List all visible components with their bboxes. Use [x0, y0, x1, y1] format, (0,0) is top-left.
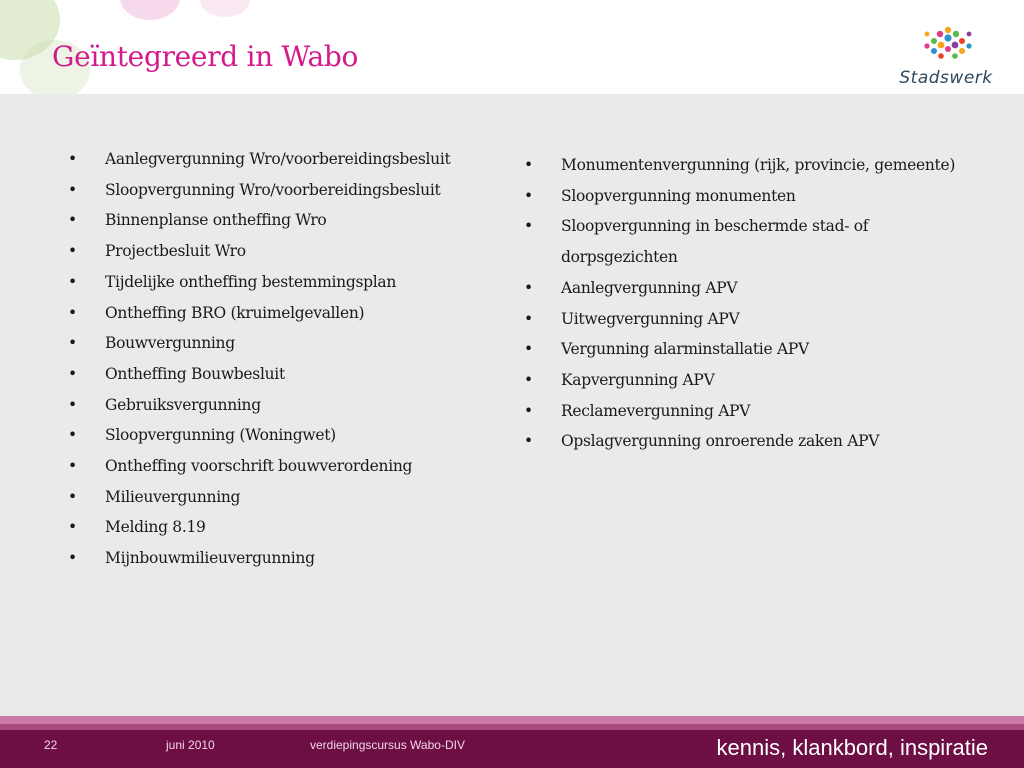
- right-permit-list: [524, 150, 984, 457]
- list-item: [524, 396, 984, 427]
- slide-header: [0, 0, 1024, 94]
- slide-footer: [0, 730, 1024, 768]
- list-item-text: Aanlegvergunning Wro/voorbereidingsbesluit: [105, 150, 451, 168]
- bullet: •: [524, 432, 533, 451]
- list-item: [524, 304, 984, 335]
- footer-date: juni 2010: [166, 738, 215, 752]
- bullet: •: [68, 549, 77, 568]
- list-item: [524, 334, 984, 365]
- bullet: •: [68, 395, 77, 414]
- list-item-text: Binnenplanse ontheffing Wro: [105, 211, 327, 230]
- bullet: •: [68, 487, 77, 506]
- list-item: [524, 181, 984, 212]
- list-item: [68, 267, 488, 298]
- bullet: •: [524, 401, 533, 420]
- page-number: 22: [44, 738, 58, 752]
- list-item: [68, 236, 488, 267]
- flower-logo-icon: [896, 20, 996, 70]
- logo-wordmark: Stadswerk: [899, 68, 993, 88]
- footer-course-name: verdiepingscursus Wabo-DIV: [310, 738, 465, 752]
- list-item: [68, 451, 488, 482]
- list-item-text: Sloopvergunning Wro/voorbereidingsbesluit: [105, 180, 441, 199]
- list-item: [524, 365, 984, 396]
- bullet: •: [524, 278, 533, 297]
- list-item: [524, 150, 984, 181]
- bullet: •: [524, 217, 533, 236]
- bullet: •: [68, 211, 77, 230]
- list-item-text: Bouwvergunning: [105, 334, 235, 353]
- list-item-text: Melding 8.19: [105, 518, 206, 537]
- list-item-text: Ontheffing BRO (kruimelgevallen): [105, 303, 365, 322]
- bullet: •: [524, 309, 533, 328]
- list-item-text: Milieuvergunning: [105, 487, 241, 506]
- list-item-text: Kapvergunning APV: [561, 370, 715, 389]
- list-item-text: Sloopvergunning monumenten: [561, 186, 796, 205]
- list-item: [68, 359, 488, 390]
- list-item-text: Ontheffing voorschrift bouwverordening: [105, 457, 413, 476]
- left-permit-list: [68, 144, 488, 574]
- bullet: •: [68, 457, 77, 476]
- bullet: •: [524, 340, 533, 359]
- list-item-text: Ontheffing Bouwbesluit: [105, 364, 285, 383]
- decorative-flower-light: [200, 0, 250, 17]
- list-item: [68, 512, 488, 543]
- list-item-text: Gebruiksvergunning: [105, 395, 261, 414]
- list-item-text: Sloopvergunning in beschermde stad- of: [561, 217, 869, 236]
- list-item: [68, 298, 488, 329]
- list-item-text: Projectbesluit Wro: [105, 242, 246, 261]
- list-item: [68, 175, 488, 206]
- list-item-text: Opslagvergunning onroerende zaken APV: [561, 432, 880, 451]
- list-item: [68, 482, 488, 513]
- bullet: •: [68, 150, 77, 168]
- list-item: [68, 420, 488, 451]
- slide-content: [0, 94, 1024, 716]
- list-item-text: Aanlegvergunning APV: [561, 278, 738, 297]
- bullet: •: [524, 156, 533, 174]
- stadswerk-logo: [896, 20, 996, 92]
- list-item-text: Reclamevergunning APV: [561, 401, 751, 420]
- list-item-text-continuation: dorpsgezichten: [561, 248, 678, 267]
- list-item: [524, 426, 984, 457]
- decorative-flower-pink: [120, 0, 180, 20]
- list-item: [68, 144, 488, 175]
- bullet: •: [68, 426, 77, 445]
- bullet: •: [68, 364, 77, 383]
- list-item: [524, 273, 984, 304]
- list-item-text: Monumentenvergunning (rijk, provincie, gemeente): [561, 156, 956, 174]
- list-item-text: Sloopvergunning (Woningwet): [105, 426, 336, 445]
- bullet: •: [68, 242, 77, 261]
- list-item: [68, 390, 488, 421]
- bullet: •: [68, 303, 77, 322]
- bullet: •: [68, 272, 77, 291]
- bullet: •: [524, 370, 533, 389]
- bullet: •: [68, 518, 77, 537]
- bullet: •: [68, 334, 77, 353]
- bullet: •: [524, 186, 533, 205]
- footer-slogan: kennis, klankbord, inspiratie: [716, 735, 988, 760]
- bullet: •: [68, 180, 77, 199]
- list-item: [68, 205, 488, 236]
- list-item-text: Uitwegvergunning APV: [561, 309, 740, 328]
- list-item-text: Vergunning alarminstallatie APV: [561, 340, 809, 359]
- list-item: [68, 543, 488, 574]
- list-item-text: Mijnbouwmilieuvergunning: [105, 549, 315, 568]
- list-item: [524, 211, 984, 272]
- footer-stripe-light: [0, 716, 1024, 724]
- list-item: [68, 328, 488, 359]
- list-item-text: Tijdelijke ontheffing bestemmingsplan: [105, 272, 397, 291]
- page-title: Geïntegreerd in Wabo: [52, 40, 359, 73]
